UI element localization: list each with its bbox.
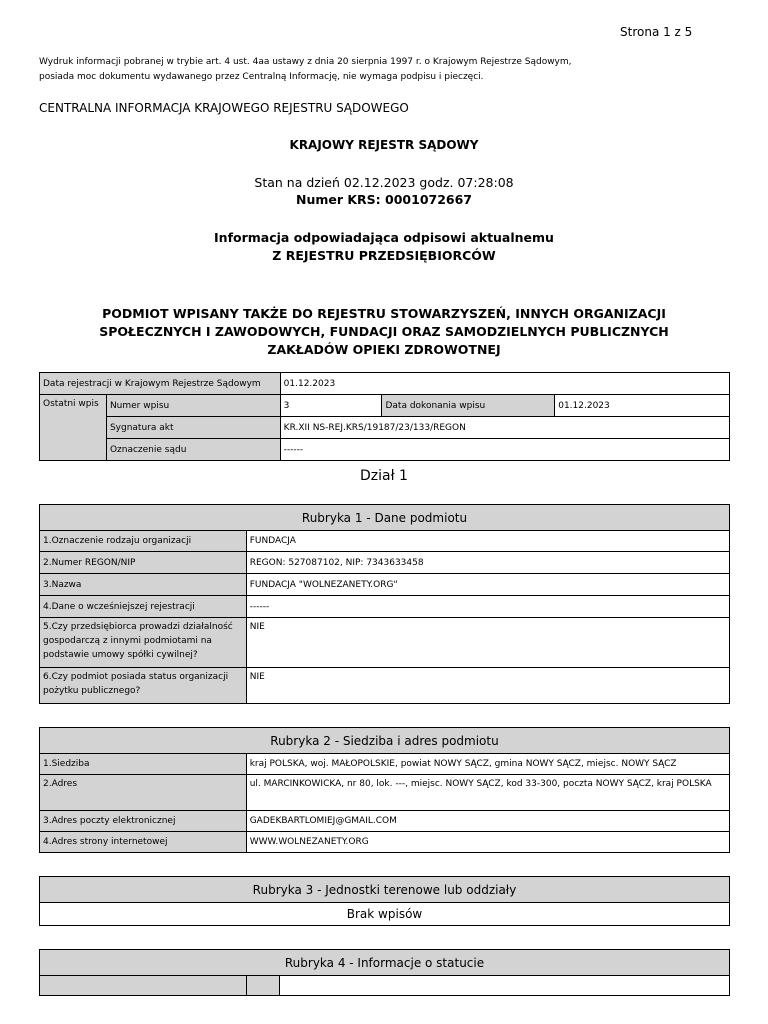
section-title: Dział 1 <box>360 468 408 484</box>
row-label: 2.Numer REGON/NIP <box>40 552 247 574</box>
entry-number-value: 3 <box>280 395 382 417</box>
row-label: 6.Czy podmiot posiada status organizacji pożytku publicznego? <box>40 668 247 704</box>
row-label: 3.Adres poczty elektronicznej <box>40 811 247 832</box>
no-entries-text: Brak wpisów <box>40 903 730 926</box>
document-type-line2: Z REJESTRU PRZEDSIĘBIORCÓW <box>272 248 496 263</box>
row-value: ------ <box>246 596 729 618</box>
registration-date-value: 01.12.2023 <box>280 373 729 395</box>
central-info-heading: CENTRALNA INFORMACJA KRAJOWEGO REJESTRU SĄDOWEGO <box>39 101 409 115</box>
disclaimer <box>39 55 639 85</box>
row-label: 4.Adres strony internetowej <box>40 832 247 853</box>
row-label: 1.Siedziba <box>40 754 247 775</box>
entry-date-label: Data dokonania wpisu <box>382 395 555 417</box>
rubryka-4-title: Rubryka 4 - Informacje o statucie <box>40 950 730 976</box>
disclaimer-line: Wydruk informacji pobranej w trybie art. 4 ust. 4aa ustawy z dnia 20 sierpnia 1997 r. o Krajowym Rejestrze Sądowym, <box>39 57 572 67</box>
row-index <box>246 976 279 996</box>
row-value <box>279 976 729 996</box>
row-label: 2.Adres <box>40 775 247 811</box>
entry-number-label: Numer wpisu <box>106 395 280 417</box>
row-value: FUNDACJA "WOLNEZANETY.ORG" <box>246 574 729 596</box>
state-date: Stan na dzień 02.12.2023 godz. 07:28:08 <box>254 175 514 190</box>
rubryka-1-table <box>39 504 730 704</box>
disclaimer-line: posiada moc dokumentu wydawanego przez Centralną Informację, nie wymaga podpisu i pieczęci. <box>39 72 484 82</box>
entity-line: SPOŁECZNYCH I ZAWODOWYCH, FUNDACJI ORAZ SAMODZIELNYCH PUBLICZNYCH <box>99 324 669 339</box>
registration-table <box>39 372 730 461</box>
entity-line: PODMIOT WPISANY TAKŻE DO REJESTRU STOWARZYSZEŃ, INNYCH ORGANIZACJI <box>102 306 666 321</box>
registry-title: KRAJOWY REJESTR SĄDOWY <box>289 138 479 152</box>
row-label: 5.Czy przedsiębiorca prowadzi działalność gospodarczą z innymi podmiotami na podstawie umowy spółki cywilnej? <box>40 618 247 668</box>
last-entry-label: Ostatni wpis <box>40 395 107 461</box>
court-label: Oznaczenie sądu <box>106 439 280 461</box>
entry-date-value: 01.12.2023 <box>555 395 730 417</box>
document-type-line1: Informacja odpowiadająca odpisowi aktualnemu <box>214 230 554 245</box>
row-value: kraj POLSKA, woj. MAŁOPOLSKIE, powiat NOWY SĄCZ, gmina NOWY SĄCZ, miejsc. NOWY SĄCZ <box>246 754 729 775</box>
row-value: FUNDACJA <box>246 531 729 552</box>
court-value: ------ <box>280 439 729 461</box>
registration-date-label: Data rejestracji w Krajowym Rejestrze Sądowym <box>40 373 281 395</box>
row-label <box>40 976 247 996</box>
rubryka-2-table <box>39 727 730 853</box>
row-label: 3.Nazwa <box>40 574 247 596</box>
rubryka-3-title: Rubryka 3 - Jednostki terenowe lub oddziały <box>40 877 730 903</box>
signature-label: Sygnatura akt <box>106 417 280 439</box>
signature-value: KR.XII NS-REJ.KRS/19187/23/133/REGON <box>280 417 729 439</box>
row-value: NIE <box>246 618 729 668</box>
row-value: ul. MARCINKOWICKA, nr 80, lok. ---, miejsc. NOWY SĄCZ, kod 33-300, poczta NOWY SĄCZ, kraj POLSKA <box>246 775 729 811</box>
entity-description <box>0 305 768 359</box>
rubryka-3-table <box>39 876 730 926</box>
row-value: WWW.WOLNEZANETY.ORG <box>246 832 729 853</box>
row-value: REGON: 527087102, NIP: 7343633458 <box>246 552 729 574</box>
rubryka-1-title: Rubryka 1 - Dane podmiotu <box>40 505 730 531</box>
page-number: Strona 1 z 5 <box>620 25 693 39</box>
row-label: 4.Dane o wcześniejszej rejestracji <box>40 596 247 618</box>
rubryka-2-title: Rubryka 2 - Siedziba i adres podmiotu <box>40 728 730 754</box>
entity-line: ZAKŁADÓW OPIEKI ZDROWOTNEJ <box>267 342 501 357</box>
row-value: GADEKBARTLOMIEJ@GMAIL.COM <box>246 811 729 832</box>
row-value: NIE <box>246 668 729 704</box>
krs-number: Numer KRS: 0001072667 <box>295 192 473 207</box>
rubryka-4-table <box>39 949 730 996</box>
row-label: 1.Oznaczenie rodzaju organizacji <box>40 531 247 552</box>
